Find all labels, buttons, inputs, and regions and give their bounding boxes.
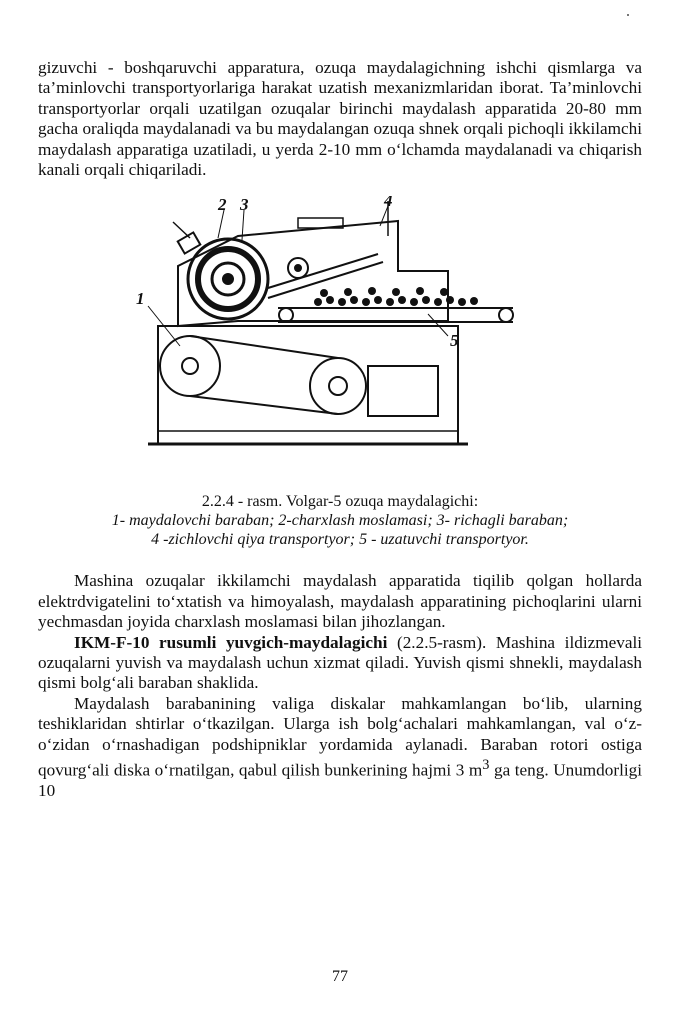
paragraph-drum-text-end: ga teng. Unumdorligi 10	[38, 760, 642, 801]
paragraph-intro: gizuvchi - boshqaruvchi apparatura, ozuqa maydalagichning ishchi qismlarga va ta’minlovchi transportyorlariga harakat uzatish mexanizmlaridan iborat. Ta’minlovchi transportyorlar orqali uzatilgan ozuqalar birinchi maydalash apparatida 20-80 mm gacha oraliqda maydalanadi va bu maydalangan ozuqa shnek orqali pichoqli ikkilamchi maydalash apparatiga uzatiladi, u yerda 2-10 mm o‘lchamda maydalanadi va chiqarish kanali orqali chiqariladi.	[38, 58, 642, 180]
machine-name-bold: IKM-F-10 rusumli yuvgich-maydalagichi	[74, 632, 388, 652]
figure-caption	[38, 492, 642, 549]
paragraph-drum-description	[38, 694, 642, 802]
caption-legend-line-2: 4 -zichlovchi qiya transportyor; 5 - uzatuvchi transportyor.	[151, 531, 529, 549]
figure-label-1: 1	[136, 289, 145, 309]
caption-title: 2.2.4 - rasm. Volgar-5 ozuqa maydalagichi:	[201, 493, 479, 511]
paragraph-drum-text: Maydalash barabanining valiga diskalar mahkamlangan bo‘lib, ularning teshiklaridan shtirlar o‘tkazilgan. Ularga ish bolg‘achalari mahkamlangan, val o‘z-o‘zidan o‘rnashadigan podshipniklar yordamida aylanadi. Baraban rotori ostiga qovurg‘ali diska o‘rnatilgan, qabul qilish bunkerining hajmi 3 m	[38, 693, 642, 780]
figure-volgar-5	[38, 196, 642, 486]
drive-pulley	[160, 336, 220, 396]
paragraph-machine-protection: Mashina ozuqalar ikkilamchi maydalash apparatida tiqilib qolgan hollarda elektrdvigatelini to‘xtatish va himoyalash, maydalash apparatining pichoqlarini ularni yechmasdan joyida charxlash moslamasi bilan jihozlangan.	[38, 571, 642, 632]
base-frame	[158, 326, 458, 444]
unit-superscript: 3	[482, 757, 490, 774]
figure-label-3: 3	[240, 196, 249, 215]
paragraph-ikm-f-10	[38, 633, 642, 694]
inclined-transporter	[268, 254, 378, 288]
machine-drawing	[118, 196, 558, 486]
electric-motor	[368, 366, 438, 416]
scan-speck	[627, 14, 629, 16]
sharpening-device	[178, 233, 201, 254]
figure-label-5: 5	[450, 331, 459, 351]
feed-mass	[314, 287, 478, 306]
page-number: 77	[332, 968, 348, 985]
page-body	[38, 58, 642, 802]
figure-label-4: 4	[384, 196, 393, 211]
motor-pulley	[310, 358, 366, 414]
figure-label-2: 2	[218, 196, 227, 215]
caption-legend-line-1: 1- maydalovchi baraban; 2-charxlash moslamasi; 3- richagli baraban;	[111, 512, 569, 530]
paragraph-ikm-f-10-text: (2.2.5-rasm). Mashina ildizmevali ozuqalarni yuvish va maydalash uchun xizmat qiladi. Yuvish qismi shnekli, maydalash qismi bolg‘ali baraban shaklida.	[38, 632, 642, 693]
